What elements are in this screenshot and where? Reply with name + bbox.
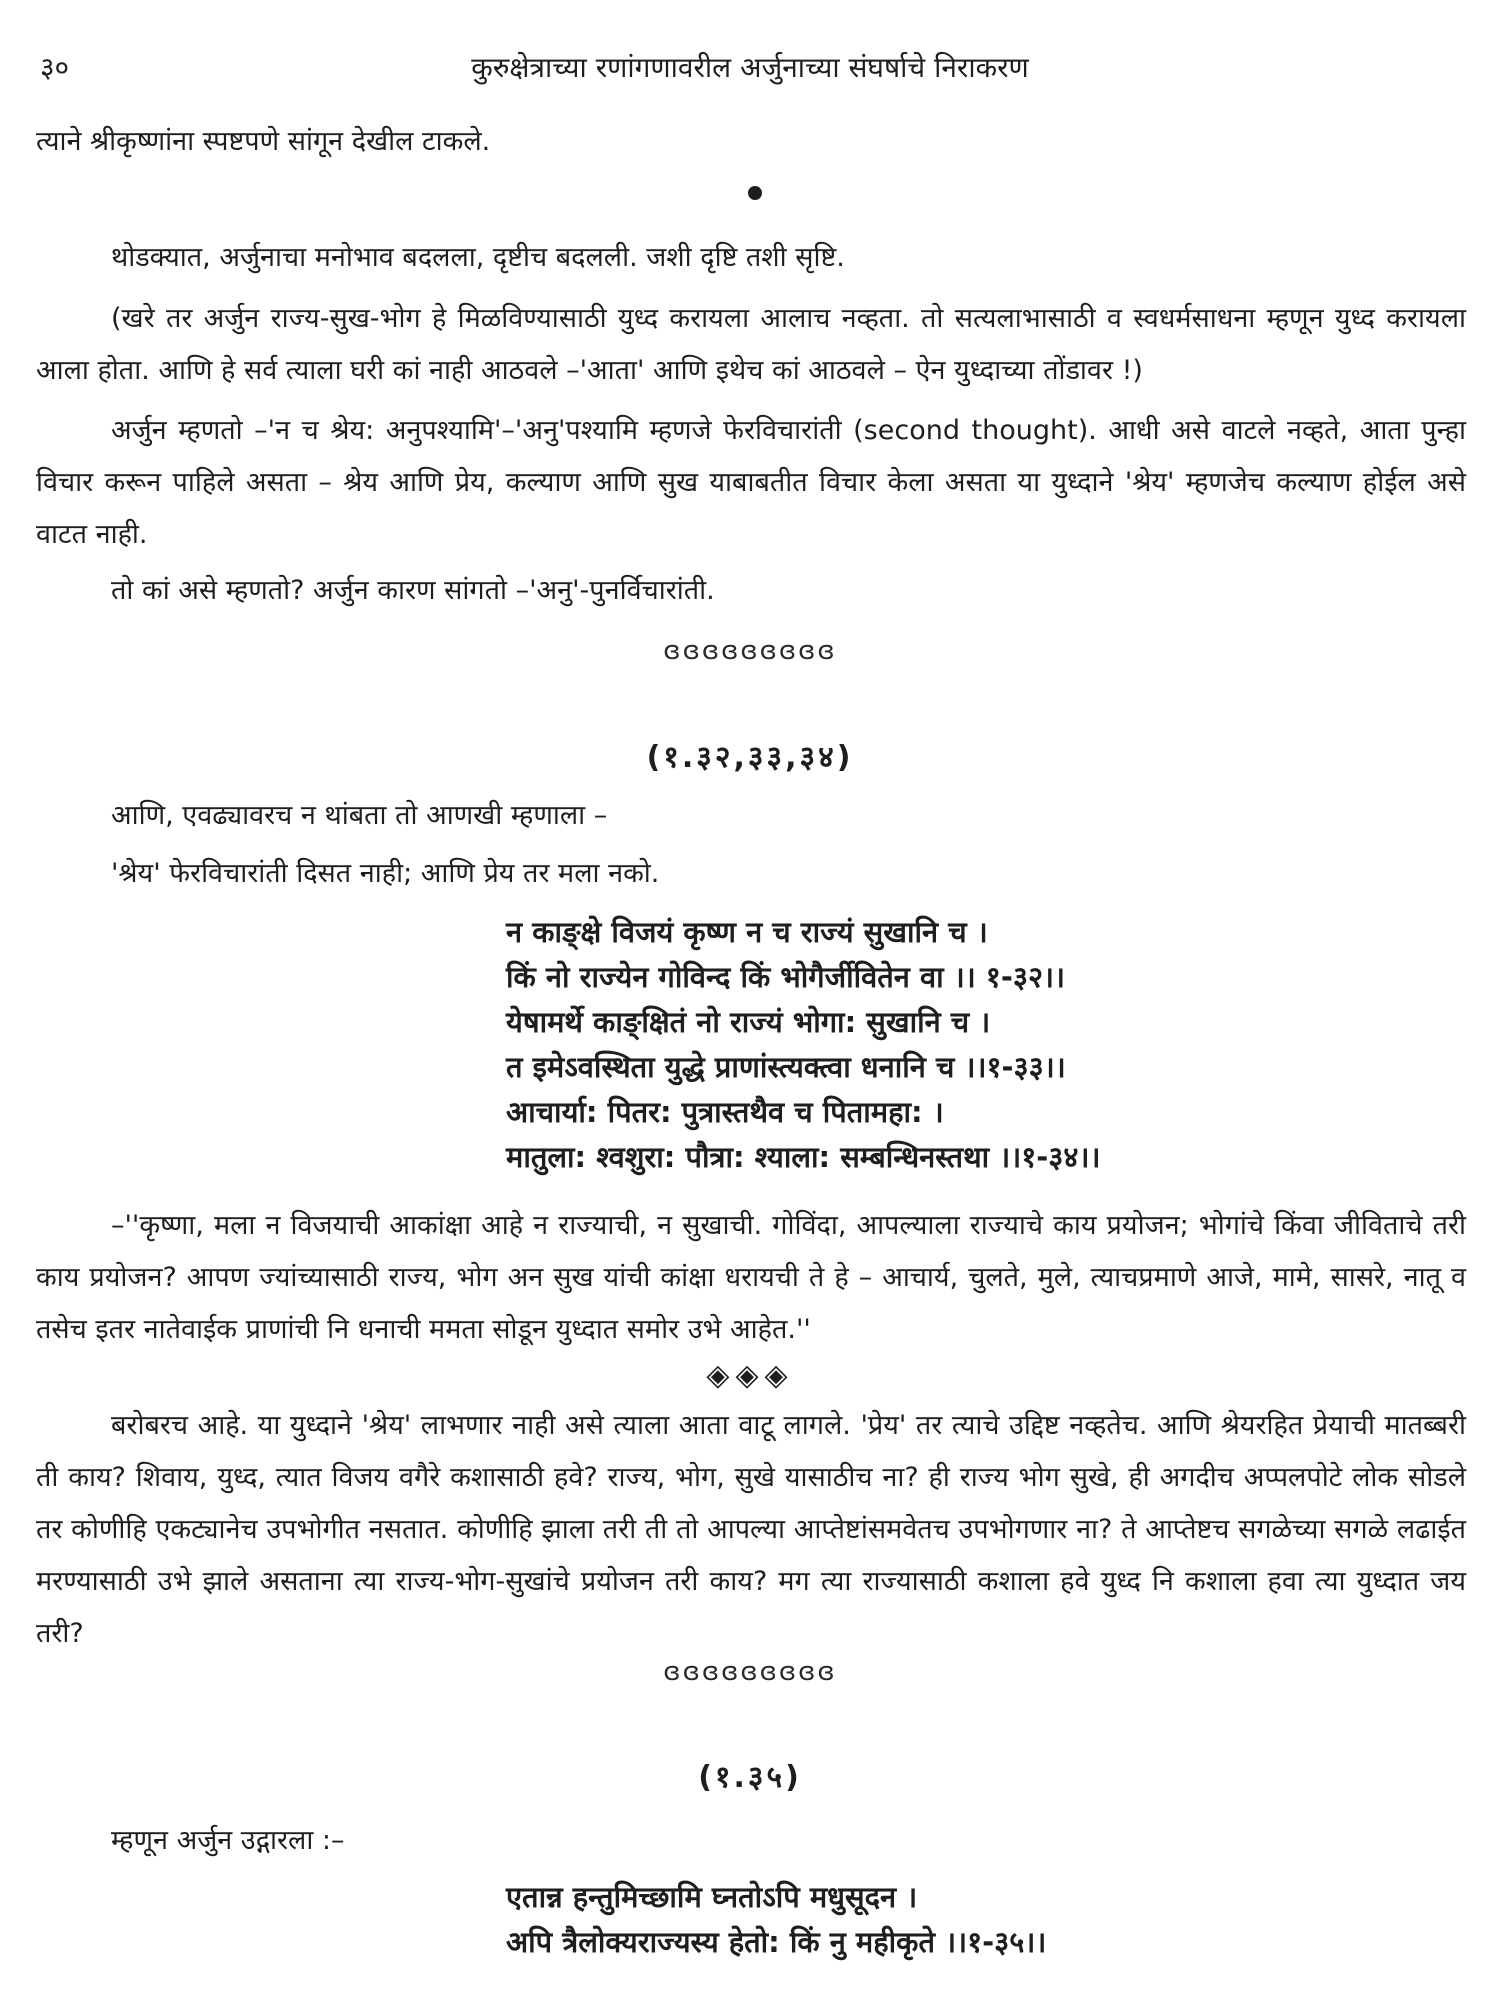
sanskrit-verse-2 xyxy=(506,1875,1466,1965)
verse-line: आचार्या: पितर: पुत्रास्तथैव च पितामहा: । xyxy=(506,1095,944,1129)
paragraph-6: आणि, एवढ्यावरच न थांबता तो आणखी म्हणाला – xyxy=(111,800,608,831)
verse-reference-2: (१.३५) xyxy=(698,1760,802,1795)
verse-line: मातुला: श्वशुरा: पौत्रा: श्याला: सम्बन्धिनस्तथा ।।१-३४।। xyxy=(506,1140,1101,1174)
ornament-divider-2: ɞɞɞɞɞɞɞɞɞ xyxy=(663,1657,837,1687)
ornament-divider-1: ɞɞɞɞɞɞɞɞɞ xyxy=(663,636,837,666)
page-number: ३० xyxy=(40,51,70,84)
sanskrit-verse-1 xyxy=(506,910,1466,1180)
paragraph-7: 'श्रेय' फेरविचारांती दिसत नाही; आणि प्रेय तर मला नको. xyxy=(111,858,660,889)
verse-line: येषामर्थे काङ्क्षितं नो राज्यं भोगा: सुखानि च । xyxy=(506,1005,991,1039)
paragraph-10: म्हणून अर्जुन उद्गारला :– xyxy=(111,1825,345,1856)
verse-line: अपि त्रैलोक्यराज्यस्य हेतो: किं नु महीकृते ।।१-३५।। xyxy=(506,1925,1047,1959)
verse-line: त इमेऽवस्थिता युद्धे प्राणांस्त्यक्त्वा धनानि च ।।१-३३।। xyxy=(506,1050,1066,1084)
paragraph-9: बरोबरच आहे. या युध्दाने 'श्रेय' लाभणार नाही असे त्याला आता वाटू लागले. 'प्रेय' तर त्याचे उद्दिष्ट नव्हतेच. आणि श्रेयरहित प्रेयाची मातब्बरी ती काय? शिवाय, युध्द, त्यात विजय वगैरे कशासाठी हवे? राज्य, भोग, सुखे यासाठीच ना? ही राज्य भोग सुखे, ही अगदीच अप्पलपोटे लोक सोडले तर कोणीहि एकट्यानेच उपभोगीत नसतात. कोणीहि झाला तरी ती तो आपल्या आप्तेष्टांसमवेतच उपभोगणार ना? ते आप्तेष्टच सगळेच्या सगळे लढाईत मरण्यासाठी उभे झाले असताना त्या राज्य-भोग-सुखांचे प्रयोजन तरी काय? मग त्या राज्यासाठी कशाला हवे युध्द नि कशाला हवा त्या युध्दात जय तरी? xyxy=(36,1410,1466,1649)
paragraph-5: तो कां असे म्हणतो? अर्जुन कारण सांगतो –'अनु'-पुनर्विचारांती. xyxy=(111,575,715,606)
paragraph-1: त्याने श्रीकृष्णांना स्पष्टपणे सांगून देखील टाकले. xyxy=(36,126,491,157)
running-title: कुरुक्षेत्राच्या रणांगणावरील अर्जुनाच्या संघर्षाचे निराकरण xyxy=(471,51,1029,84)
verse-line: न काङ्क्षे विजयं कृष्ण न च राज्यं सुखानि च । xyxy=(506,915,988,949)
paragraph-3: (खरे तर अर्जुन राज्य-सुख-भोग हे मिळविण्यासाठी युध्द करायला आलाच नव्हता. तो सत्यलाभासाठी व स्वधर्मसाधना म्हणून युध्द करायला आला होता. आणि हे सर्व त्याला घरी कां नाही आठवले –'आता' आणि इथेच कां आठवले – ऐन युध्दाच्या तोंडावर !) xyxy=(36,303,1466,386)
verse-line: किं नो राज्येन गोविन्द किं भोगैर्जीवितेन वा ।। १-३२।। xyxy=(506,960,1066,994)
verse-reference-1: (१.३२,३३,३४) xyxy=(646,740,854,775)
paragraph-2: थोडक्यात, अर्जुनाचा मनोभाव बदलला, दृष्टीच बदलली. जशी दृष्टि तशी सृष्टि. xyxy=(111,242,845,273)
bullet-separator xyxy=(748,186,762,200)
diamond-divider: ◈◈◈ xyxy=(706,1358,794,1393)
verse-line: एतान्न हन्तुमिच्छामि घ्नतोऽपि मधुसूदन । xyxy=(506,1880,918,1914)
paragraph-8-translation: –''कृष्णा, मला न विजयाची आकांक्षा आहे न राज्याची, न सुखाची. गोविंदा, आपल्याला राज्याचे काय प्रयोजन; भोगांचे किंवा जीविताचे तरी काय प्रयोजन? आपण ज्यांच्यासाठी राज्य, भोग अन सुख यांची कांक्षा धरायची ते हे – आचार्य, चुलते, मुले, त्याचप्रमाणे आजे, मामे, सासरे, नातू व तसेच इतर नातेवाईक प्राणांची नि धनाची ममता सोडून युध्दात समोर उभे आहेत.'' xyxy=(36,1210,1466,1345)
paragraph-4: अर्जुन म्हणतो –'न च श्रेय: अनुपश्यामि'–'अनु'पश्यामि म्हणजे फेरविचारांती (second thought). आधी असे वाटले नव्हते, आता पुन्हा विचार करून पाहिले असता – श्रेय आणि प्रेय, कल्याण आणि सुख याबाबतीत विचार केला असता या युध्दाने 'श्रेय' म्हणजेच कल्याण होईल असे वाटत नाही. xyxy=(36,415,1466,550)
